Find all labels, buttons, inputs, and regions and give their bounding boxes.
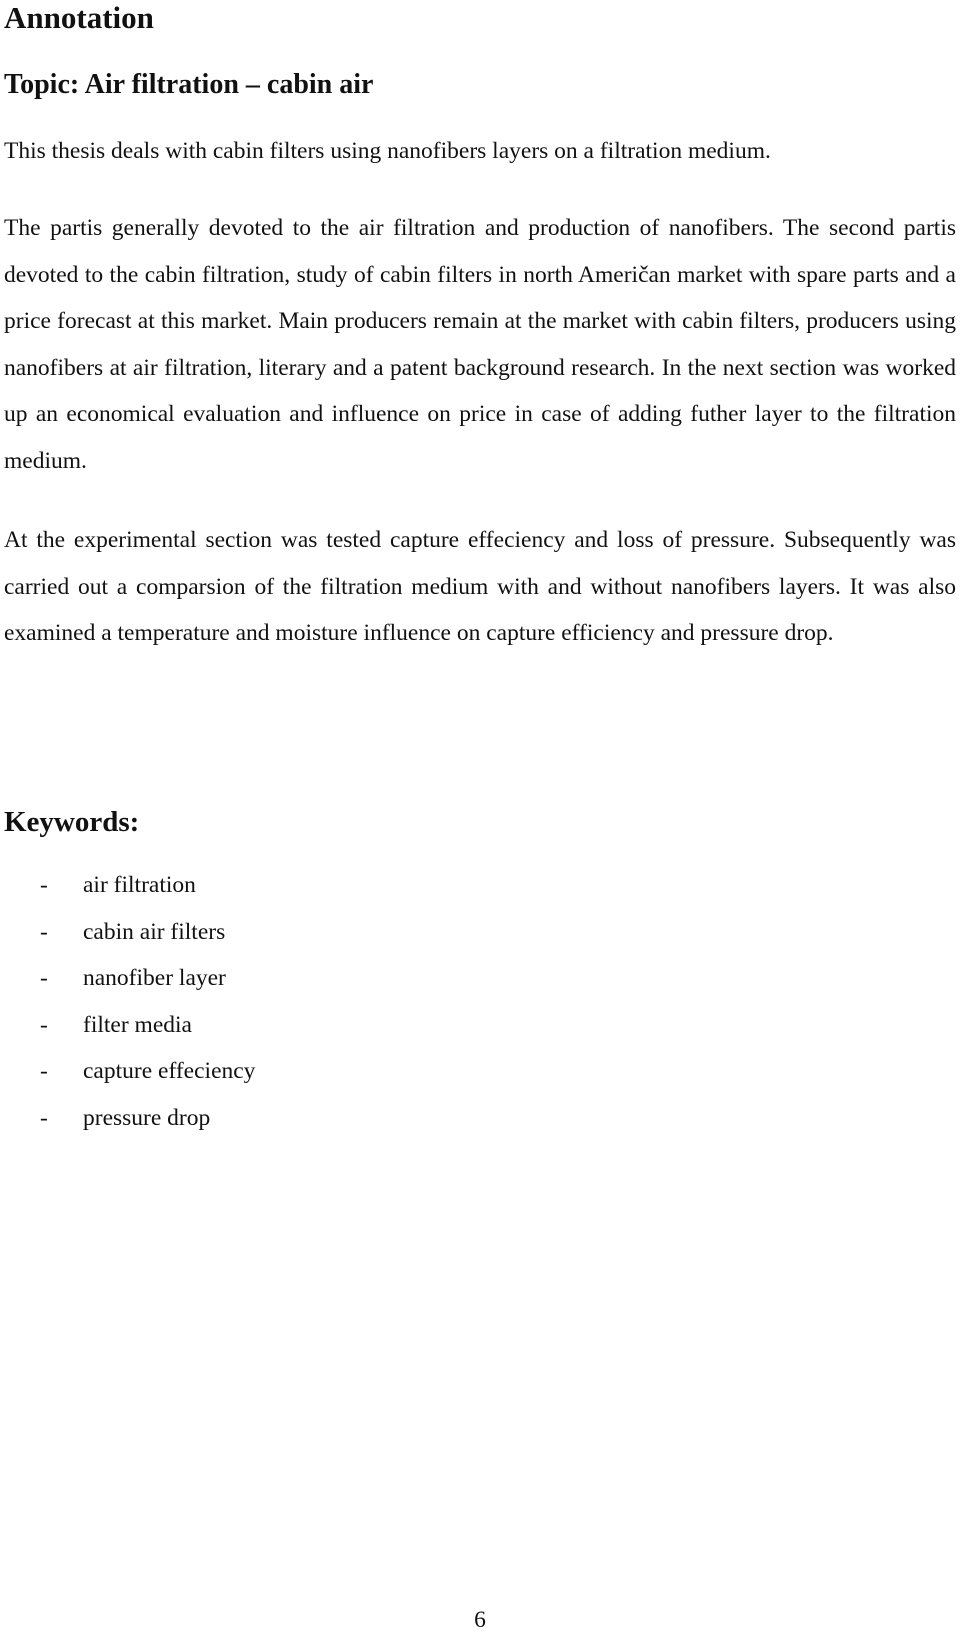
keyword-item: [40, 862, 255, 909]
keyword-text: nanofiber layer: [83, 965, 226, 991]
keyword-bullet: -: [40, 1011, 48, 1038]
keyword-item: [40, 1002, 255, 1049]
keyword-bullet: -: [40, 965, 48, 991]
keywords-list: [40, 862, 255, 1141]
intro-paragraph: This thesis deals with cabin filters using nanofibers layers on a filtration medium.: [4, 138, 771, 164]
keyword-item: [40, 1095, 255, 1142]
page-number: 6: [474, 1607, 486, 1633]
topic-heading: Topic: Air filtration – cabin air: [4, 69, 374, 100]
keyword-text: filter media: [83, 1011, 192, 1038]
body-paragraph: The partis generally devoted to the air filtration and production of nanofibers. The second partis devoted to the cabin filtration, study of cabin filters in north Američan market with spare parts and a price forecast at this market. Main producers remain at the market with cabin filters, producers using nanofibers at air filtration, literary and a patent background research. In the next section was worked up an economical evaluation and influence on price in case of adding futher layer to the filtration medium.: [4, 215, 956, 474]
keyword-item: [40, 1048, 255, 1095]
page-title: Annotation: [4, 0, 154, 35]
experimental-paragraph: At the experimental section was tested capture effeciency and loss of pressure. Subsequently was carried out a comparsion of the filtration medium with and without nanofibers layers. It was also examined a temperature and moisture influence on capture efficiency and pressure drop.: [4, 527, 956, 646]
keyword-bullet: -: [40, 918, 48, 945]
keyword-item: [40, 909, 255, 956]
keyword-text: pressure drop: [83, 1104, 211, 1131]
keyword-text: air filtration: [83, 872, 196, 898]
keyword-text: capture effeciency: [83, 1058, 256, 1084]
keyword-bullet: -: [40, 872, 48, 898]
keyword-bullet: -: [40, 1058, 48, 1084]
keyword-bullet: -: [40, 1104, 48, 1131]
keyword-item: [40, 955, 255, 1002]
keyword-text: cabin air filters: [83, 918, 226, 945]
keywords-heading: Keywords:: [4, 806, 140, 838]
